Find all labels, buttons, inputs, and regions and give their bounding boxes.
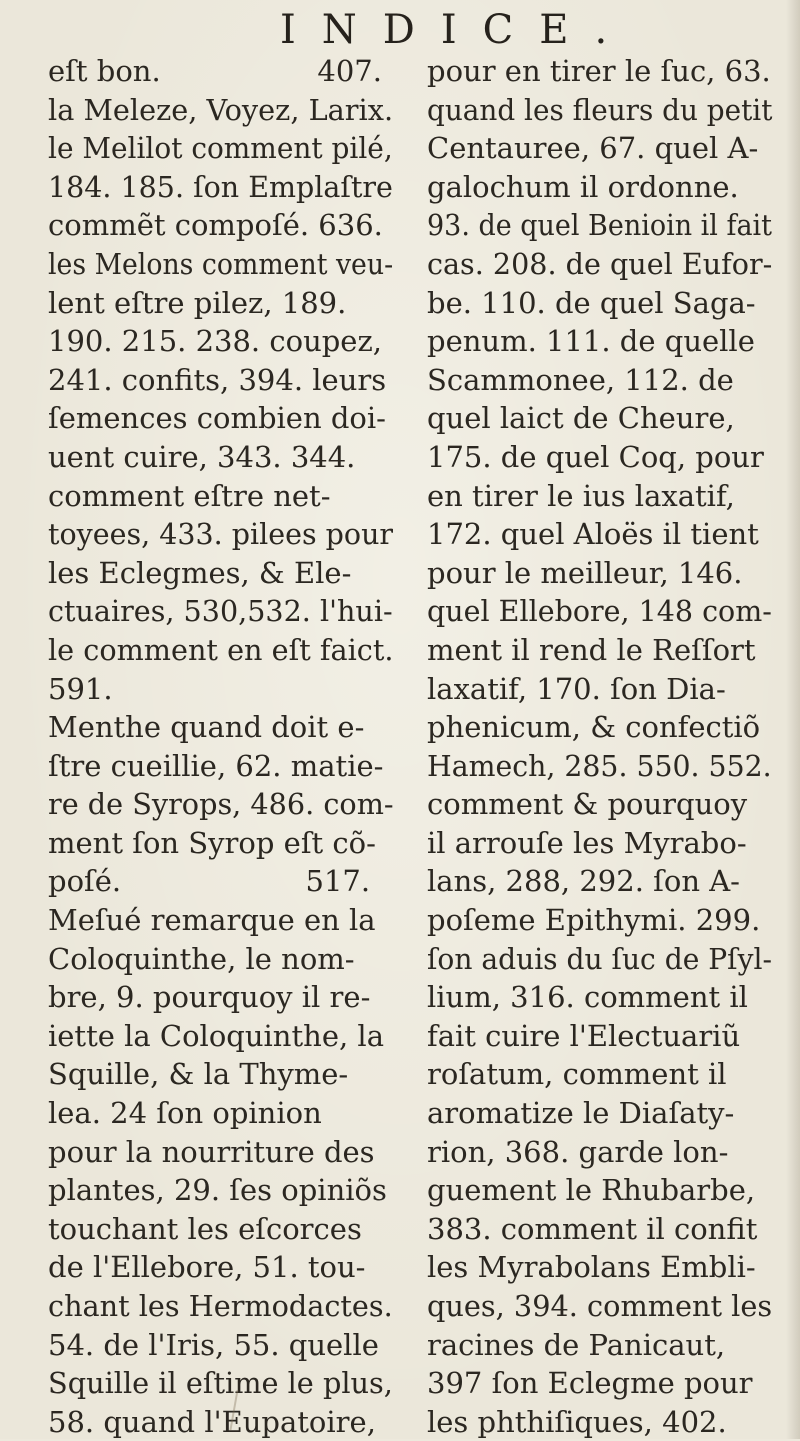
index-line: bre, 9. pourquoy il re- [48, 980, 371, 1015]
index-line: 591. [48, 671, 113, 706]
index-line: aromatize le Diaſaty- [427, 1096, 735, 1131]
index-line: pour la nourriture des [48, 1134, 375, 1169]
index-line: penum. 111. de quelle [427, 324, 755, 359]
index-line: galochum il ordonne. [427, 169, 739, 204]
index-line: re de Syrops, 486. com- [48, 787, 394, 822]
index-line: ſemences combien doi- [48, 401, 386, 436]
index-line: ctuaires, 530,532. l'hui- [48, 594, 393, 629]
index-line: quel laict de Cheure, [427, 401, 735, 436]
index-line: comment eſtre net- [48, 478, 331, 513]
index-line: la Meleze, Voyez, Larix. [48, 92, 394, 127]
index-line: quand les fleurs du petit [427, 92, 773, 127]
index-line: lans, 288, 292. ſon A- [427, 864, 740, 899]
index-line: les Myrabolans Embli- [427, 1250, 756, 1285]
page-edge-shadow [786, 0, 800, 1439]
index-line: le Melilot comment pilé, [48, 131, 393, 166]
index-line: quel Ellebore, 148 com- [427, 594, 772, 629]
index-line: lent eſtre pilez, 189. [48, 285, 347, 320]
index-line: 397 ſon Eclegme pour [427, 1366, 753, 1401]
index-line: eſt bon. 407. [48, 54, 382, 88]
index-line: Menthe quand doit e- [48, 710, 365, 745]
index-line: poſeme Epithymi. 299. [427, 903, 761, 938]
index-line: racines de Panicaut, [427, 1327, 726, 1362]
index-line: Centauree, 67. quel A- [427, 131, 759, 166]
index-line: pour en tirer le ſuc, 63. [427, 54, 771, 88]
index-line: ment il rend le Reſſort [427, 632, 756, 667]
index-line: be. 110. de quel Saga- [427, 285, 756, 320]
index-line: 58. quand l'Eupatoire, [48, 1404, 376, 1439]
index-line: les phthiſiques, 402. [427, 1404, 727, 1439]
index-line: rion, 368. garde lon- [427, 1134, 729, 1169]
index-line: lium, 316. comment il [427, 980, 748, 1015]
index-line: laxatif, 170. ſon Dia- [427, 671, 726, 706]
index-line: chant les Hermodactes. [48, 1289, 393, 1323]
index-line: 383. comment il confit [427, 1211, 758, 1246]
index-line: pour le meilleur, 146. [427, 555, 743, 590]
index-line: cas. 208. de quel Eufor- [427, 246, 773, 281]
index-column-left [48, 52, 393, 1441]
running-head: INDICE. [280, 7, 634, 53]
index-line: plantes, 29. ſes opiniõs [48, 1173, 387, 1208]
index-line: 93. de quel Benioin il fait [427, 208, 773, 243]
index-line: Squille, & la Thyme- [48, 1057, 349, 1092]
index-line: Coloquinthe, le nom- [48, 941, 355, 976]
index-line: 241. confits, 394. leurs [48, 362, 387, 397]
index-line: 184. 185. ſon Emplaſtre [48, 169, 393, 204]
index-line: Hamech, 285. 550. 552. [427, 748, 772, 783]
index-line: ſtre cueillie, 62. matie- [48, 748, 384, 783]
index-line: touchant les eſcorces [48, 1211, 362, 1246]
index-line: toyees, 433. pilees pour [48, 517, 394, 552]
index-line: ſon aduis du ſuc de Pſyl- [427, 941, 772, 976]
index-line: ment ſon Syrop eſt cõ- [48, 825, 376, 860]
index-column-right [427, 52, 772, 1441]
index-line: uent cuire, 343. 344. [48, 439, 356, 474]
index-line: comment & pourquoy [427, 787, 748, 822]
index-line: le comment en eſt faict. [48, 632, 394, 667]
index-line: poſé. 517. [48, 864, 371, 899]
index-line: phenicum, & confectiõ [427, 710, 761, 745]
index-line: Squille il eſtime le plus, [48, 1366, 393, 1401]
index-line: iette la Coloquinthe, la [48, 1018, 384, 1053]
index-line: roſatum, comment il [427, 1057, 727, 1092]
index-line: il arrouſe les Myrabo- [427, 825, 747, 860]
index-line: Scammonee, 112. de [427, 362, 734, 397]
index-line: ques, 394. comment les [427, 1289, 773, 1323]
index-line: 190. 215. 238. coupez, [48, 324, 382, 359]
index-line: guement le Rhubarbe, [427, 1173, 756, 1208]
index-line: commẽt compoſé. 636. [48, 208, 383, 243]
index-line: fait cuire l'Electuariũ [427, 1018, 741, 1053]
index-line: les Melons comment veu- [48, 246, 394, 281]
index-line: les Eclegmes, & Ele- [48, 555, 352, 590]
index-line: 175. de quel Coq, pour [427, 439, 764, 474]
index-line: en tirer le ius laxatif, [427, 478, 735, 513]
index-line: 54. de l'Iris, 55. quelle [48, 1327, 379, 1362]
index-line: 172. quel Aloës il tient [427, 517, 759, 552]
index-line: Meſué remarque en la [48, 903, 376, 938]
index-line: de l'Ellebore, 51. tou- [48, 1250, 366, 1285]
index-line: lea. 24 ſon opinion [48, 1096, 322, 1131]
